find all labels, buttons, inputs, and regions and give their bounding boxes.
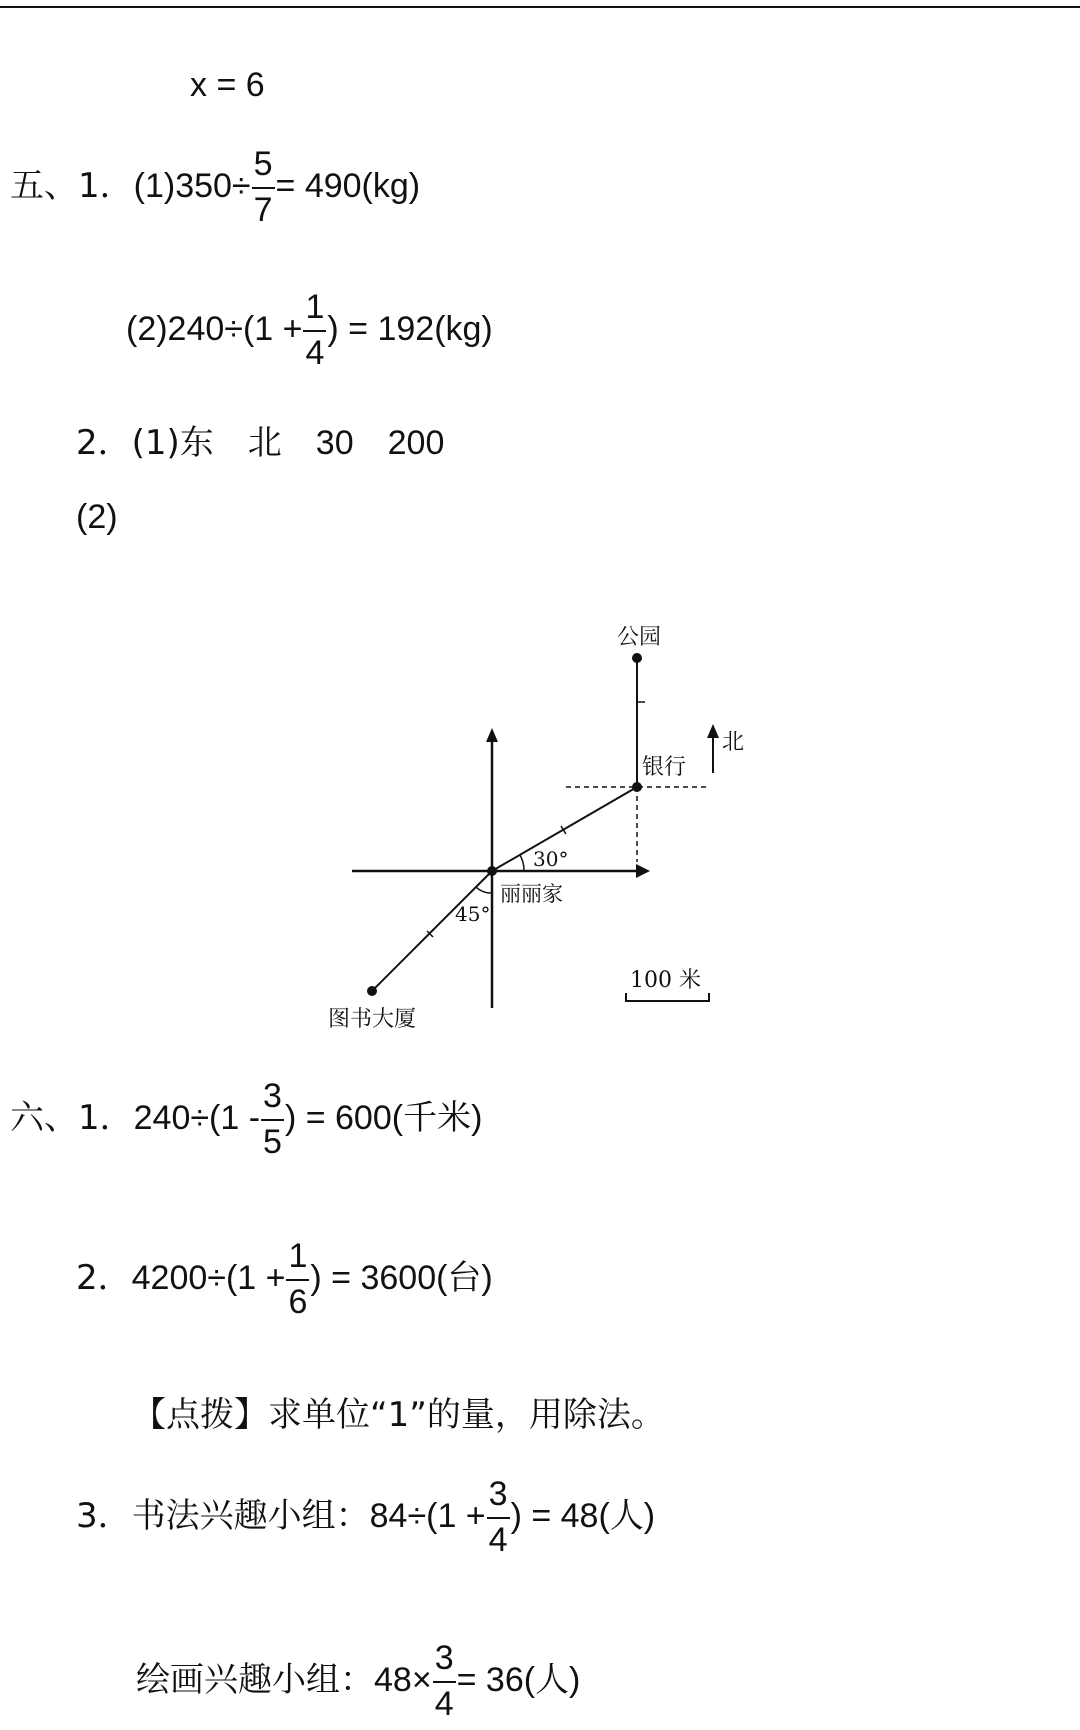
sec5-q2-part2-label: (2) xyxy=(76,498,118,536)
home-point xyxy=(487,866,497,876)
denominator: 4 xyxy=(488,1520,508,1559)
expr-suffix: = 36(人) xyxy=(456,1661,581,1700)
expr-prefix: (2)240÷(1 + xyxy=(126,310,303,349)
fraction xyxy=(286,1239,309,1320)
north-arrow-icon xyxy=(707,724,719,738)
fraction xyxy=(487,1477,510,1558)
answer-angle: 30 xyxy=(315,424,354,462)
sec6-q3-calligraphy xyxy=(76,1477,655,1558)
group-label: 绘画兴趣小组： xyxy=(136,1660,374,1701)
section-marker-6: 六、1． xyxy=(10,1098,134,1139)
denominator: 7 xyxy=(253,190,273,229)
question-number: 2． xyxy=(76,1258,132,1299)
numerator: 1 xyxy=(286,1239,309,1281)
hint: 【点拨】求单位“1”的量，用除法。 xyxy=(132,1395,665,1435)
denominator: 5 xyxy=(263,1122,282,1161)
angle-arc-45 xyxy=(476,887,492,893)
north-label: 北 xyxy=(722,730,745,755)
numerator: 5 xyxy=(252,147,275,189)
scale-label: 100 米 xyxy=(630,968,701,993)
denominator: 4 xyxy=(434,1684,454,1723)
route-home-library xyxy=(372,871,492,991)
answer-direction: 北 xyxy=(247,423,282,463)
group-label: 3．书法兴趣小组： xyxy=(76,1496,370,1537)
park-point xyxy=(632,653,642,663)
expr-suffix: ) = 3600(台) xyxy=(310,1259,493,1298)
angle-30-label: 30° xyxy=(533,847,569,871)
expr-prefix: 84÷(1 + xyxy=(369,1497,486,1536)
east-arrow-icon xyxy=(636,864,650,878)
angle-45-label: 45° xyxy=(455,902,491,926)
fraction xyxy=(433,1641,456,1722)
library-point xyxy=(367,986,377,996)
denominator: 6 xyxy=(288,1282,308,1321)
answer-lead: 2．(1)东 xyxy=(76,423,214,463)
numerator: 3 xyxy=(433,1641,456,1683)
expr-suffix: ) = 48(人) xyxy=(510,1497,656,1536)
answer-distance: 200 xyxy=(387,424,445,462)
fraction xyxy=(261,1079,284,1160)
sec6-q1 xyxy=(10,1079,482,1160)
expr-prefix: 48× xyxy=(374,1661,432,1700)
numerator: 3 xyxy=(261,1079,284,1121)
home-label: 丽丽家 xyxy=(500,882,563,906)
north-axis-arrow-icon xyxy=(486,728,498,742)
numerator: 3 xyxy=(487,1477,510,1519)
library-label: 图书大厦 xyxy=(328,1007,417,1032)
bank-label: 银行 xyxy=(642,755,687,780)
angle-arc-30 xyxy=(520,855,524,871)
expr-prefix: 240÷(1 - xyxy=(133,1099,261,1138)
bank-point xyxy=(632,782,642,792)
expr-suffix: ) = 600(千米) xyxy=(284,1099,483,1138)
denominator: 4 xyxy=(305,333,325,372)
section-marker-5: 五、1． xyxy=(10,166,134,207)
x-equation: x = 6 xyxy=(190,66,265,104)
sec6-q3-painting xyxy=(136,1641,580,1722)
numerator: 1 xyxy=(303,290,326,332)
park-label: 公园 xyxy=(617,625,662,650)
scale-bar xyxy=(626,993,709,1001)
expr-suffix: = 490(kg) xyxy=(275,167,421,206)
expr-prefix: 4200÷(1 + xyxy=(131,1259,286,1298)
sec6-q2 xyxy=(76,1239,493,1320)
expr-prefix: (1)350÷ xyxy=(133,167,251,206)
expr-suffix: ) = 192(kg) xyxy=(327,310,493,349)
